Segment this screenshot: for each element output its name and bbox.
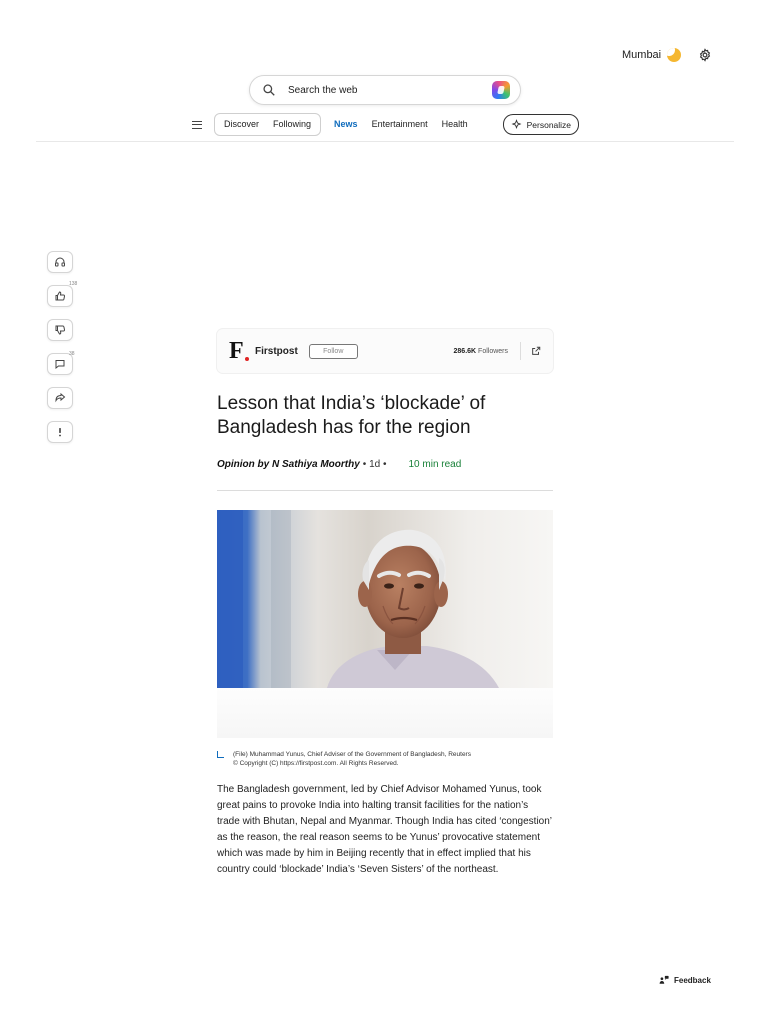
tab-entertainment[interactable]: Entertainment xyxy=(371,119,428,129)
weather-widget[interactable] xyxy=(622,48,681,62)
category-tabs xyxy=(327,114,475,135)
header-divider xyxy=(36,141,734,142)
followers-label: Followers xyxy=(478,347,508,355)
search-input[interactable] xyxy=(286,84,492,97)
more-options-button[interactable] xyxy=(47,421,73,443)
article-age: • 1d • xyxy=(362,459,387,470)
feed-switcher xyxy=(214,113,321,136)
tab-health[interactable]: Health xyxy=(441,119,468,129)
share-icon xyxy=(54,392,66,404)
share-button[interactable] xyxy=(47,387,73,409)
thumbs-down-icon xyxy=(54,324,66,336)
hamburger-icon[interactable] xyxy=(192,121,202,129)
publisher-logo[interactable]: F xyxy=(229,339,247,363)
gear-icon[interactable] xyxy=(698,48,712,62)
portrait-illustration xyxy=(217,510,553,688)
followers-number: 286.6K xyxy=(453,347,477,355)
follow-button[interactable]: Follow xyxy=(309,344,358,359)
article-title: Lesson that India’s ‘blockade’ of Bangladesh has for the region xyxy=(217,393,486,438)
listen-button[interactable] xyxy=(47,251,73,273)
sparkle-icon xyxy=(511,119,522,130)
thumbs-up-icon xyxy=(54,290,66,302)
tab-news[interactable]: News xyxy=(334,119,358,129)
comment-count: 38 xyxy=(69,351,75,357)
search-icon xyxy=(262,83,276,97)
caption-corner-icon xyxy=(217,751,224,758)
search-bar[interactable] xyxy=(249,75,521,105)
caption-text: (File) Muhammad Yunus, Chief Adviser of the Government of Bangladesh, Reuters xyxy=(233,751,471,758)
copilot-icon[interactable] xyxy=(492,81,510,99)
feedback-icon xyxy=(659,975,669,985)
comment-icon xyxy=(54,358,66,370)
publisher-card xyxy=(217,329,553,373)
dislike-button[interactable] xyxy=(47,319,73,341)
byline-divider xyxy=(217,490,553,491)
open-external-icon[interactable] xyxy=(531,346,541,356)
feedback-label: Feedback xyxy=(674,975,711,985)
more-vertical-icon xyxy=(54,426,66,438)
publisher-name[interactable]: Firstpost xyxy=(255,345,298,357)
moon-icon xyxy=(667,48,681,62)
caption-copyright: © Copyright (C) https://firstpost.com. All Rights Reserved. xyxy=(233,760,399,767)
article-byline xyxy=(217,459,461,470)
tab-discover[interactable]: Discover xyxy=(224,119,260,129)
read-time: 10 min read xyxy=(408,459,462,470)
card-divider xyxy=(520,342,521,360)
tab-following[interactable]: Following xyxy=(273,119,312,129)
article-body: The Bangladesh government, led by Chief Advisor Mohamed Yunus, took great pains to provoke India into halting transit facilities for the nation’s trade with Bhutan, Nepal and Myanmar. Though India has cited ‘congestion’ as the reason, the real reason seems to be Yunus’ provocative statement which was made by him in Beijing recently that in effect implied that his country could ‘blockade’ India’s ‘Seven Sisters’ of the northeast. xyxy=(217,784,552,875)
like-count: 138 xyxy=(69,281,78,287)
feedback-button[interactable] xyxy=(659,975,711,985)
image-letterbox xyxy=(217,688,553,738)
top-nav xyxy=(192,113,579,136)
followers-count xyxy=(454,348,508,355)
article-image[interactable] xyxy=(217,510,553,688)
location-label: Mumbai xyxy=(622,49,662,61)
personalize-button[interactable] xyxy=(503,114,579,135)
personalize-label: Personalize xyxy=(526,119,572,130)
like-button[interactable] xyxy=(47,285,73,307)
image-caption xyxy=(217,750,553,768)
author-name[interactable]: Opinion by N Sathiya Moorthy xyxy=(217,459,360,470)
headphones-icon xyxy=(54,256,66,268)
